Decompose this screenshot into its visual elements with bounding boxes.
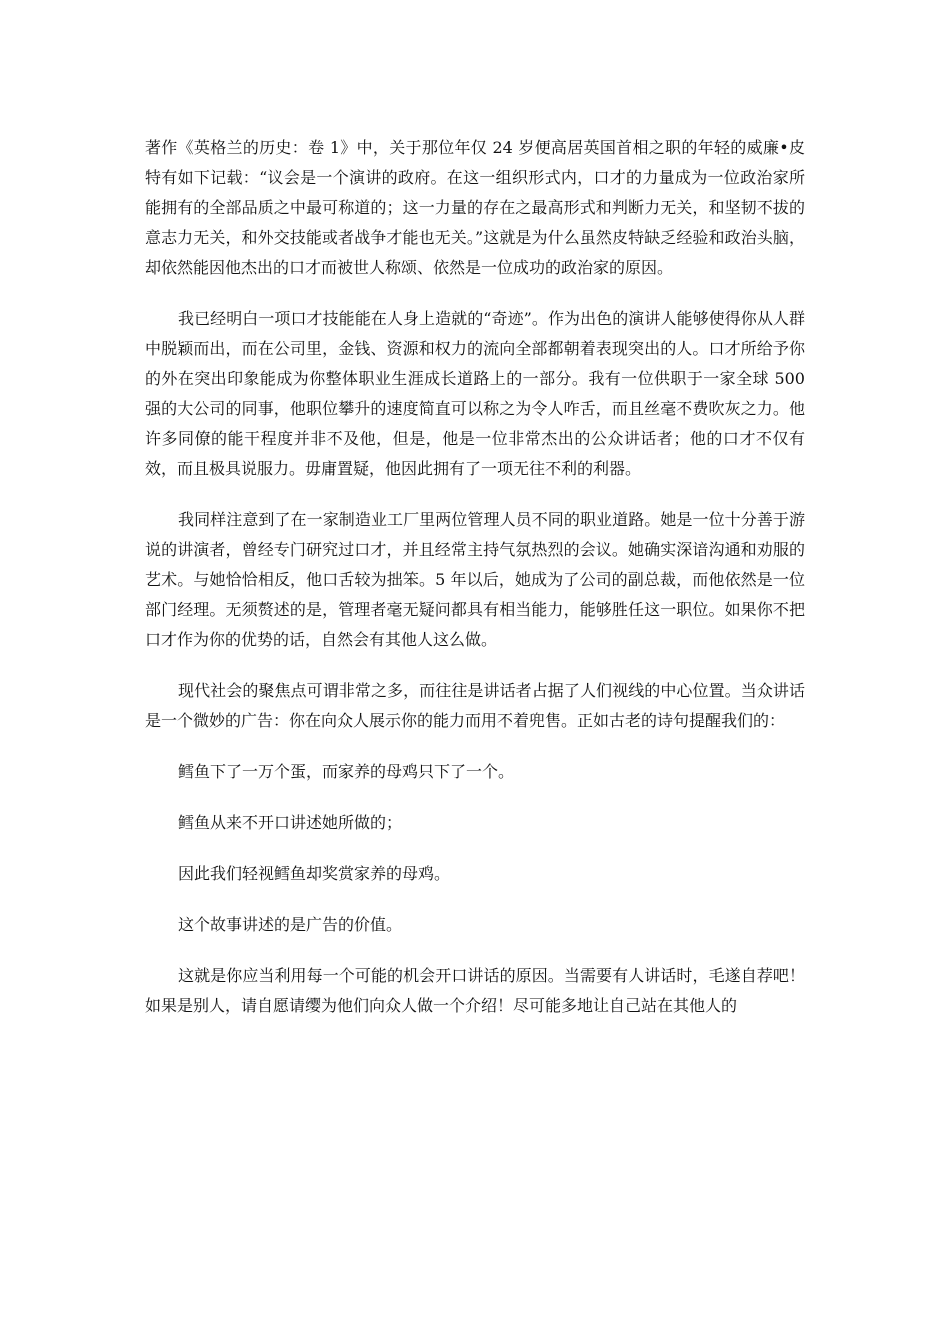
paragraph-modern-society: 现代社会的聚焦点可谓非常之多，而往往是讲话者占据了人们视线的中心位置。当众讲话是一个微妙的广告：你在向众人展示你的能力而用不着兜售。正如古老的诗句提醒我们的： xyxy=(145,681,805,730)
document-page xyxy=(145,133,805,1042)
verse-line-3: 因此我们轻视鳕鱼却奖赏家养的母鸡。 xyxy=(178,864,451,883)
verse-line-2: 鳕鱼从来不开口讲述她所做的； xyxy=(178,813,403,832)
paragraph-closing: 这就是你应当利用每一个可能的机会开口讲话的原因。当需要有人讲话时，毛遂自荐吧！如果是别人，请自愿请缨为他们向众人做一个介绍！尽可能多地让自己站在其他人的 xyxy=(145,966,805,1015)
paragraph-two-managers: 我同样注意到了在一家制造业工厂里两位管理人员不同的职业道路。她是一位十分善于游说的讲演者，曾经专门研究过口才，并且经常主持气氛热烈的会议。她确实深谙沟通和劝服的艺术。与她恰恰相反，他口舌较为拙笨。5 年以后，她成为了公司的副总裁，而他依然是一位部门经理。无须赘述的是，管理者毫无疑问都具有相当能力，能够胜任这一职位。如果你不把口才作为你的优势的话，自然会有其他人这么做。 xyxy=(145,510,805,649)
verse-line-1: 鳕鱼下了一万个蛋，而家养的母鸡只下了一个。 xyxy=(178,762,515,781)
paragraph-eloquence-miracle: 我已经明白一项口才技能能在人身上造就的“奇迹”。作为出色的演讲人能够使得你从人群中脱颖而出，而在公司里，金钱、资源和权力的流向全部都朝着表现突出的人。口才所给予你的外在突出印象能成为你整体职业生涯成长道路上的一部分。我有一位供职于一家全球 500 强的大公司的同事，他职位攀升的速度简直可以称之为令人咋舌，而且丝毫不费吹灰之力。他许多同僚的能干程度并非不及他，但是，他是一位非常杰出的公众讲话者；他的口才不仅有效，而且极具说服力。毋庸置疑，他因此拥有了一项无往不利的利器。 xyxy=(145,309,805,478)
paragraph-pitt-quote: 著作《英格兰的历史：卷 1》中，关于那位年仅 24 岁便高居英国首相之职的年轻的威廉•皮特有如下记载：“议会是一个演讲的政府。在这一组织形式内，口才的力量成为一位政治家所能拥有的全部品质之中最可称道的；这一力量的存在之最高形式和判断力无关，和坚韧不拔的意志力无关，和外交技能或者战争才能也无关。”这就是为什么虽然皮特缺乏经验和政治头脑，却依然能因他杰出的口才而被世人称颂、依然是一位成功的政治家的原因。 xyxy=(145,138,805,277)
verse-moral: 这个故事讲述的是广告的价值。 xyxy=(178,915,403,934)
